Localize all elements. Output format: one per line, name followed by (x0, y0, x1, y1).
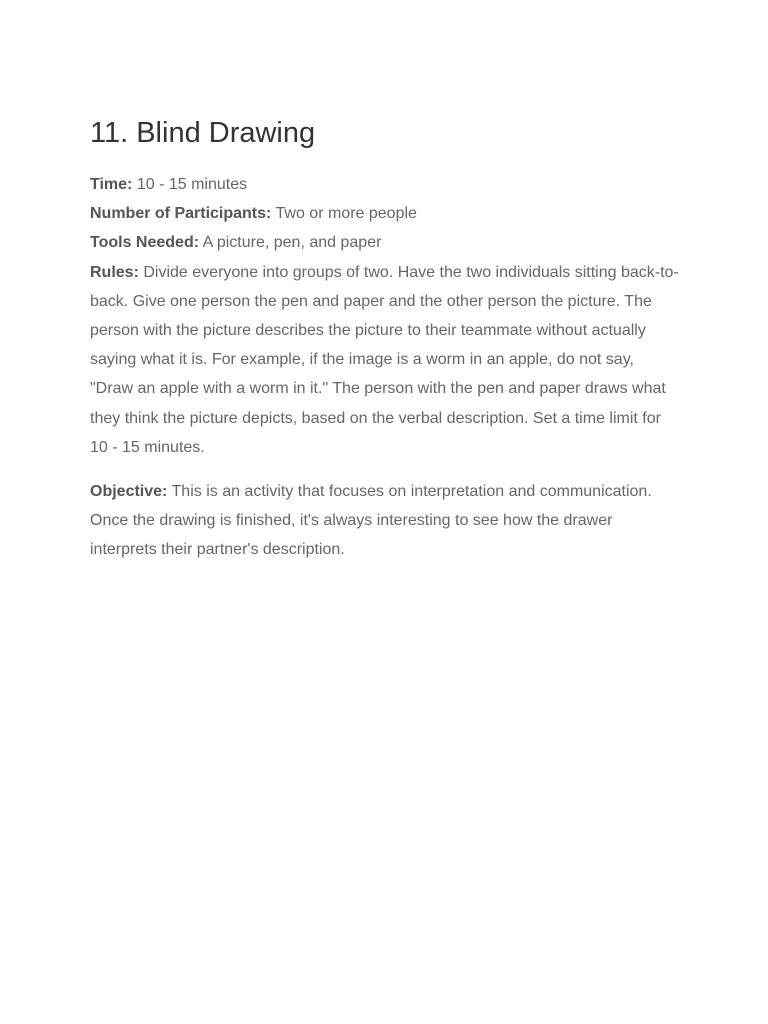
rules-text: Divide everyone into groups of two. Have the two individuals sitting back-to-back. Give one person the pen and paper and the other person the picture. The person with the picture describes the picture to their teammate without actually saying what it is. For example, if the image is a worm in an apple, do not say, "Draw an apple with a worm in it." The person with the pen and paper draws what they think the picture depicts, based on the verbal description. Set a time limit for 10 - 15 minutes. (90, 263, 679, 456)
participants-label: Number of Participants: (90, 205, 272, 223)
participants-line (90, 199, 680, 228)
tools-value: A picture, pen, and paper (202, 234, 382, 252)
time-value: 10 - 15 minutes (136, 176, 248, 193)
tools-label: Tools Needed: (90, 234, 200, 252)
time-label: Time: (90, 176, 133, 193)
time-line (90, 170, 680, 199)
rules-paragraph (90, 258, 680, 462)
tools-line (90, 228, 680, 257)
rules-label: Rules: (90, 263, 139, 281)
objective-paragraph (90, 477, 680, 565)
activity-details (90, 170, 680, 462)
activity-title: 11. Blind Drawing (90, 117, 316, 149)
objective-label: Objective: (90, 483, 168, 500)
participants-value: Two or more people (275, 205, 417, 223)
objective-text: This is an activity that focuses on interpretation and communication. Once the drawing is finished, it's always interesting to see how the drawer interprets their partner's description. (90, 483, 652, 559)
